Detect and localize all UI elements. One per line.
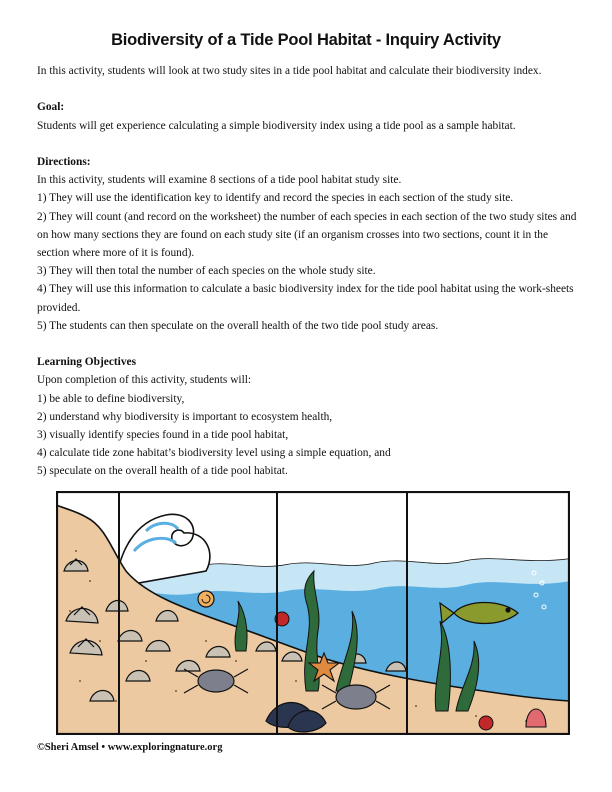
direction-step: 4) They will use this information to calculate a basic biodiversity index for the tide pool habitat using the work-sheets provided.	[37, 283, 574, 314]
instructions-body	[37, 62, 582, 481]
goal-heading: Goal:	[37, 101, 65, 114]
objective-item: 2) understand why biodiversity is important to ecosystem health,	[37, 410, 333, 423]
page-title: Biodiversity of a Tide Pool Habitat - Inquiry Activity	[111, 31, 501, 49]
directions-intro: In this activity, students will examine 8 sections of a tide pool habitat study site.	[37, 174, 402, 187]
objectives-intro: Upon completion of this activity, students will:	[37, 374, 252, 387]
objective-item: 5) speculate on the overall health of a tide pool habitat.	[37, 465, 288, 478]
intro-paragraph: In this activity, students will look at two study sites in a tide pool habitat and calculate their biodiversity index.	[37, 65, 542, 77]
objectives-heading: Learning Objectives	[37, 356, 137, 369]
copyright-footer: ©Sheri Amsel • www.exploringnature.org	[37, 742, 223, 753]
tide-pool-illustration	[56, 491, 570, 735]
objective-item: 1) be able to define biodiversity,	[37, 392, 185, 405]
direction-step: 3) They will then total the number of each species on the whole study site.	[37, 265, 376, 278]
direction-step: 2) They will count (and record on the worksheet) the number of each species in each section of the two study sites and on how many sections they are found on each study site (if an organism crosses into two sections, count it in the section where more of it is found).	[37, 210, 577, 259]
direction-step: 1) They will use the identification key to identify and record the species in each section of the study site.	[37, 192, 514, 205]
sea-snail	[198, 591, 214, 607]
goal-text: Students will get experience calculating a simple biodiversity index using a tide pool as a sample habitat.	[37, 119, 516, 132]
direction-step: 5) The students can then speculate on the overall health of the two tide pool study areas.	[37, 319, 439, 332]
objective-item: 4) calculate tide zone habitat’s biodiversity level using a simple equation, and	[37, 447, 391, 460]
directions-heading: Directions:	[37, 155, 91, 168]
objective-item: 3) visually identify species found in a tide pool habitat,	[37, 429, 289, 442]
